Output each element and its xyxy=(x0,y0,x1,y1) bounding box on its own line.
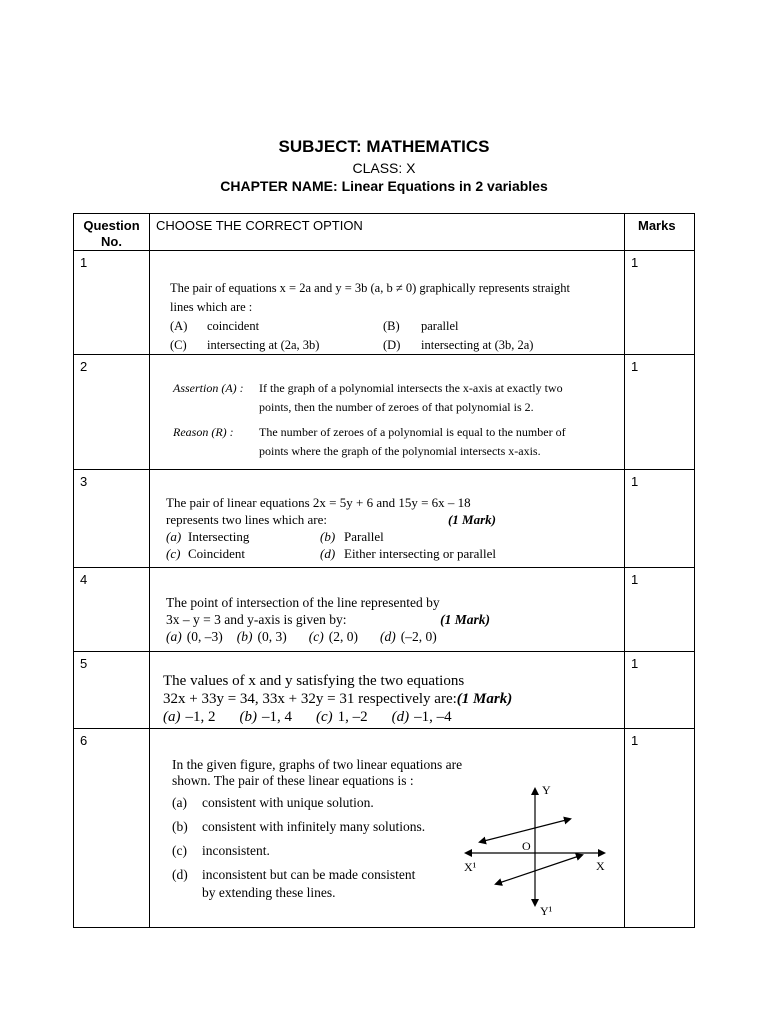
marks-value: 1 xyxy=(625,652,695,729)
question-number: 5 xyxy=(74,652,150,729)
question-1 xyxy=(150,251,625,355)
option-key: (b) xyxy=(236,629,253,644)
question-number: 1 xyxy=(74,251,150,355)
option-key: (c) xyxy=(172,843,187,858)
marks-value: 1 xyxy=(625,251,695,355)
table-row xyxy=(74,652,695,729)
option-key: (a) xyxy=(166,529,182,544)
option-key: (a) xyxy=(172,795,187,810)
option-key: (b) xyxy=(239,709,257,725)
question-stem-cont: represents two lines which are: xyxy=(166,512,328,527)
question-table xyxy=(73,213,695,928)
option-key: (d) xyxy=(391,709,410,725)
question-number: 4 xyxy=(74,568,150,652)
option-text: intersecting at (3b, 2a) xyxy=(421,338,534,352)
question-no-header: Question No. xyxy=(74,214,150,251)
option-key: (a) xyxy=(166,629,182,644)
option-text-cont: by extending these lines. xyxy=(202,885,336,900)
option-text: –1, 4 xyxy=(262,709,292,725)
document-title: SUBJECT: MATHEMATICS xyxy=(278,137,490,156)
option-key: (b) xyxy=(172,819,188,834)
reason-text: The number of zeroes of a polynomial is equal to the number of xyxy=(259,425,566,439)
question-6 xyxy=(150,729,625,928)
option-key: (b) xyxy=(320,529,336,544)
option-text: (2, 0) xyxy=(328,629,358,644)
assertion-text-cont: points, then the number of zeroes of that polynomial is 2. xyxy=(259,400,534,414)
marks-value: 1 xyxy=(625,470,695,568)
question-stem: In the given figure, graphs of two linear equations are xyxy=(172,757,463,772)
question-stem-cont: lines which are : xyxy=(170,300,253,314)
marks-value: 1 xyxy=(625,729,695,928)
option-text: (0, –3) xyxy=(186,629,223,644)
question-stem-cont: shown. The pair of these linear equations is : xyxy=(172,773,414,788)
x1-label: X¹ xyxy=(464,860,477,874)
option-text: (0, 3) xyxy=(257,629,287,644)
prompt-header: CHOOSE THE CORRECT OPTION xyxy=(150,214,625,251)
option-key: (A) xyxy=(170,319,188,333)
question-stem: The pair of linear equations 2x = 5y + 6 and 15y = 6x – 18 xyxy=(166,495,471,510)
class-label: CLASS: X xyxy=(352,160,416,176)
option-text: Either intersecting or parallel xyxy=(344,546,496,561)
question-stem: The pair of equations x = 2a and y = 3b (a, b ≠ 0) graphically represents straight xyxy=(170,281,571,295)
table-row xyxy=(74,568,695,652)
option-key: (d) xyxy=(320,546,336,561)
option-text: consistent with infinitely many solutions. xyxy=(202,819,426,834)
option-text: inconsistent but can be made consistent xyxy=(202,867,416,882)
question-stem: The point of intersection of the line represented by xyxy=(166,595,440,610)
reason-text-cont: points where the graph of the polynomial intersects x-axis. xyxy=(259,444,541,458)
y1-label: Y¹ xyxy=(540,904,553,918)
option-key: (d) xyxy=(172,867,188,882)
question-stem: The values of x and y satisfying the two equations xyxy=(163,673,465,689)
option-text: Parallel xyxy=(344,529,384,544)
graph-figure xyxy=(462,779,612,919)
option-key: (B) xyxy=(383,319,400,333)
option-text: intersecting at (2a, 3b) xyxy=(207,338,320,352)
mark-tag: (1 Mark) xyxy=(456,691,513,707)
origin-label: O xyxy=(522,839,531,853)
question-4 xyxy=(150,568,625,652)
option-text: parallel xyxy=(421,319,459,333)
question-2 xyxy=(150,355,625,470)
question-number: 2 xyxy=(74,355,150,470)
option-key: (D) xyxy=(383,338,401,352)
table-row xyxy=(74,355,695,470)
question-5 xyxy=(150,652,625,729)
option-text: 1, –2 xyxy=(337,709,368,725)
option-text: inconsistent. xyxy=(202,843,270,858)
reason-label: Reason (R) : xyxy=(173,425,234,439)
option-key: (C) xyxy=(170,338,187,352)
question-stem-cont: 32x + 33y = 34, 33x + 32y = 31 respectively are: xyxy=(163,691,457,707)
question-number: 3 xyxy=(74,470,150,568)
option-text: –1, 2 xyxy=(185,709,216,725)
x-label: X xyxy=(596,859,605,873)
option-text: –1, –4 xyxy=(414,709,452,725)
marks-value: 1 xyxy=(625,568,695,652)
option-key: (c) xyxy=(308,629,324,644)
option-text: coincident xyxy=(207,319,260,333)
assertion-text: If the graph of a polynomial intersects the x-axis at exactly two xyxy=(259,381,563,395)
question-number: 6 xyxy=(74,729,150,928)
option-key: (c) xyxy=(316,709,333,725)
option-key: (c) xyxy=(166,546,181,561)
question-3 xyxy=(150,470,625,568)
mark-tag: (1 Mark) xyxy=(440,612,490,627)
option-key: (d) xyxy=(379,629,396,644)
assertion-label: Assertion (A) : xyxy=(173,381,244,395)
option-key: (a) xyxy=(163,709,181,725)
mark-tag: (1 Mark) xyxy=(447,512,496,527)
option-text: consistent with unique solution. xyxy=(202,795,374,810)
y-label: Y xyxy=(542,783,551,797)
option-text: Intersecting xyxy=(188,529,250,544)
line-2 xyxy=(496,855,582,884)
marks-header: Marks xyxy=(625,214,695,251)
table-row xyxy=(74,470,695,568)
table-row xyxy=(74,251,695,355)
chapter-name: CHAPTER NAME: Linear Equations in 2 variables xyxy=(220,178,548,194)
table-row xyxy=(74,729,695,928)
option-text: (–2, 0) xyxy=(400,629,437,644)
option-text: Coincident xyxy=(188,546,246,561)
marks-value: 1 xyxy=(625,355,695,470)
question-stem-cont: 3x – y = 3 and y-axis is given by: xyxy=(166,612,347,627)
table-header-row xyxy=(74,214,695,251)
